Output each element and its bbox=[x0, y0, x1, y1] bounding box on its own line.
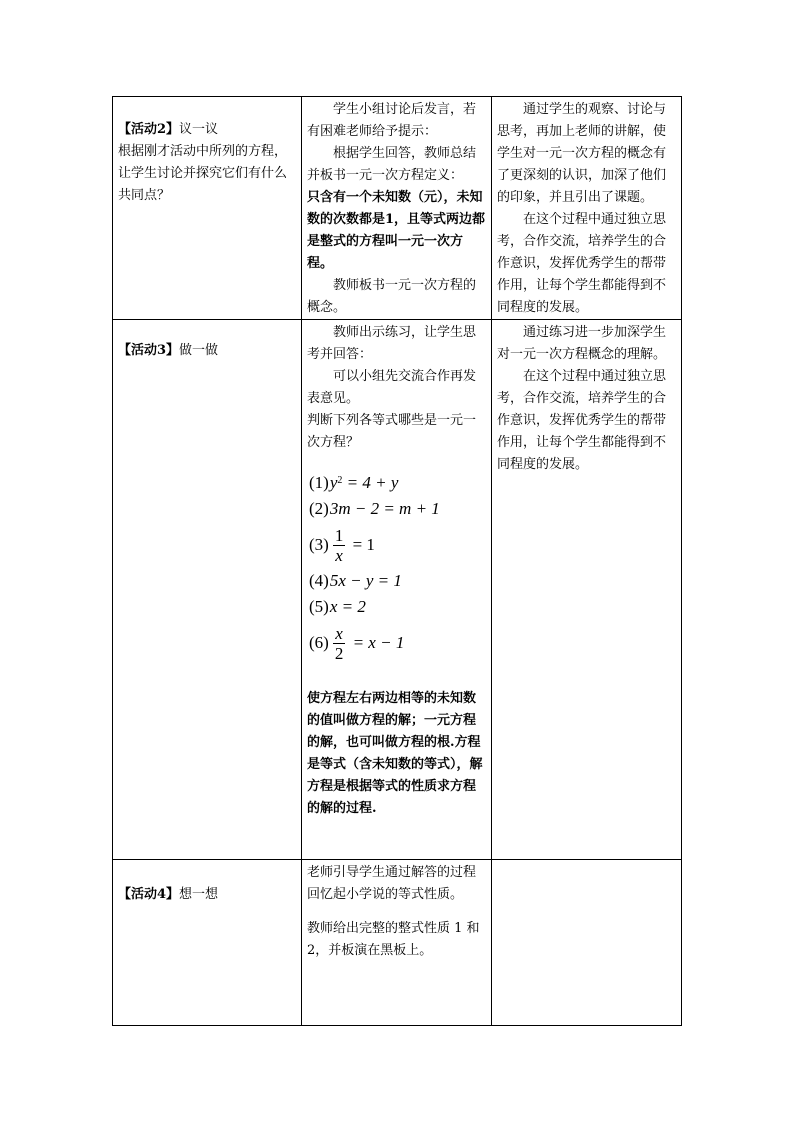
activity-2-intent-p1: 通过学生的观察、讨论与思考，再加上老师的讲解，使学生对一元一次方程的概念有了更深刻的认识，加深了他们的印象，并且引出了课题。 bbox=[497, 102, 667, 205]
equation-6-denominator: 2 bbox=[334, 643, 344, 663]
equation-1-number: (1) bbox=[309, 473, 329, 492]
equation-3-fraction bbox=[333, 526, 346, 565]
activity-3-label: 【活动3】 bbox=[118, 343, 180, 358]
equation-1-exponent: 2 bbox=[337, 475, 343, 486]
equation-list bbox=[309, 470, 486, 666]
activity-2-intent-cell bbox=[492, 97, 682, 320]
equation-2-text: 3m − 2 = m + 1 bbox=[329, 499, 440, 518]
equation-3 bbox=[309, 522, 486, 568]
equation-2 bbox=[309, 496, 486, 522]
activity-2-teacher-p3: 教师板书一元一次方程的概念。 bbox=[307, 278, 477, 315]
activity-2-intent-p2: 在这个过程中通过独立思考，合作交流，培养学生的合作意识，发挥优秀学生的帮带作用，让每个学生都能得到不同程度的发展。 bbox=[497, 212, 667, 315]
equation-3-denominator: x bbox=[335, 545, 343, 565]
activity-4-teacher-p1: 老师引导学生通过解答的过程回忆起小学说的等式性质。 bbox=[307, 865, 477, 902]
activity-3-teacher-p1: 教师出示练习，让学生思考并回答： bbox=[307, 325, 477, 362]
activity-2-question: 根据刚才活动中所列的方程，让学生讨论并探究它们有什么共同点？ bbox=[118, 144, 288, 203]
activity-3-teacher-p2: 可以小组先交流合作再发表意见。 bbox=[307, 369, 477, 406]
activity-3-cell bbox=[113, 320, 302, 860]
lesson-plan-table bbox=[112, 96, 682, 1026]
equation-3-numerator: 1 bbox=[334, 525, 344, 545]
activity-3-heading bbox=[118, 340, 296, 362]
table-row-activity-2 bbox=[113, 97, 682, 320]
equation-2-number: (2) bbox=[309, 499, 329, 518]
activity-2-teacher-p2: 根据学生回答，教师总结并板书一元一次方程定义： bbox=[307, 146, 477, 183]
activity-2-teacher-cell bbox=[302, 97, 492, 320]
activity-3-intent-cell bbox=[492, 320, 682, 860]
activity-3-teacher-p3: 判断下列各等式哪些是一元一次方程？ bbox=[307, 413, 477, 450]
activity-2-heading bbox=[118, 119, 296, 141]
activity-2-cell bbox=[113, 97, 302, 320]
activity-2-teacher-p1: 学生小组讨论后发言，若有困难老师给予提示： bbox=[307, 102, 477, 139]
equation-5-text: x = 2 bbox=[329, 597, 366, 616]
equation-5 bbox=[309, 594, 486, 620]
equation-1-rhs: = 4 + y bbox=[342, 473, 399, 492]
equation-6-fraction bbox=[333, 624, 346, 663]
table-row-activity-3 bbox=[113, 320, 682, 860]
activity-3-intent-p2: 在这个过程中通过独立思考，合作交流，培养学生的合作意识，发挥优秀学生的帮带作用，让每个学生都能得到不同程度的发展。 bbox=[497, 369, 667, 472]
activity-4-title: 想一想 bbox=[179, 887, 219, 902]
equation-5-number: (5) bbox=[309, 597, 329, 616]
equation-1 bbox=[309, 470, 486, 496]
activity-2-label: 【活动2】 bbox=[118, 122, 180, 137]
equation-6-numerator: x bbox=[335, 623, 343, 643]
activity-3-teacher-cell bbox=[302, 320, 492, 860]
activity-4-intent-cell bbox=[492, 860, 682, 1026]
equation-4-number: (4) bbox=[309, 571, 329, 590]
activity-3-summary: 使方程左右两边相等的未知数的值叫做方程的解；一元方程的解，也可叫做方程的根.方程是等式（含未知数的等式），解方程是根据等式的性质求方程的解的过程. bbox=[307, 691, 483, 816]
equation-6-number: (6) bbox=[309, 633, 329, 652]
equation-6-rhs: = x − 1 bbox=[348, 633, 405, 652]
activity-3-intent-p1: 通过练习进一步加深学生对一元一次方程概念的理解。 bbox=[497, 325, 667, 362]
equation-6 bbox=[309, 620, 486, 666]
equation-1-lhs: y bbox=[329, 473, 338, 492]
activity-2-definition: 只含有一个未知数（元），未知数的次数都是1，且等式两边都是整式的方程叫一元一次方程。 bbox=[307, 190, 486, 271]
equation-3-number: (3) bbox=[309, 535, 329, 554]
activity-3-title: 做一做 bbox=[179, 343, 219, 358]
equation-3-rhs: = 1 bbox=[348, 535, 375, 554]
equation-4-text: 5x − y = 1 bbox=[329, 571, 402, 590]
paragraph-gap bbox=[307, 906, 486, 918]
equation-4 bbox=[309, 568, 486, 594]
activity-4-label: 【活动4】 bbox=[118, 887, 180, 902]
activity-4-teacher-p2: 教师给出完整的整式性质 1 和 2，并板演在黑板上。 bbox=[307, 921, 480, 958]
activity-2-title: 议一议 bbox=[179, 122, 219, 137]
activity-4-cell bbox=[113, 860, 302, 1026]
activity-4-teacher-cell bbox=[302, 860, 492, 1026]
table-row-activity-4 bbox=[113, 860, 682, 1026]
activity-4-heading bbox=[118, 884, 296, 906]
